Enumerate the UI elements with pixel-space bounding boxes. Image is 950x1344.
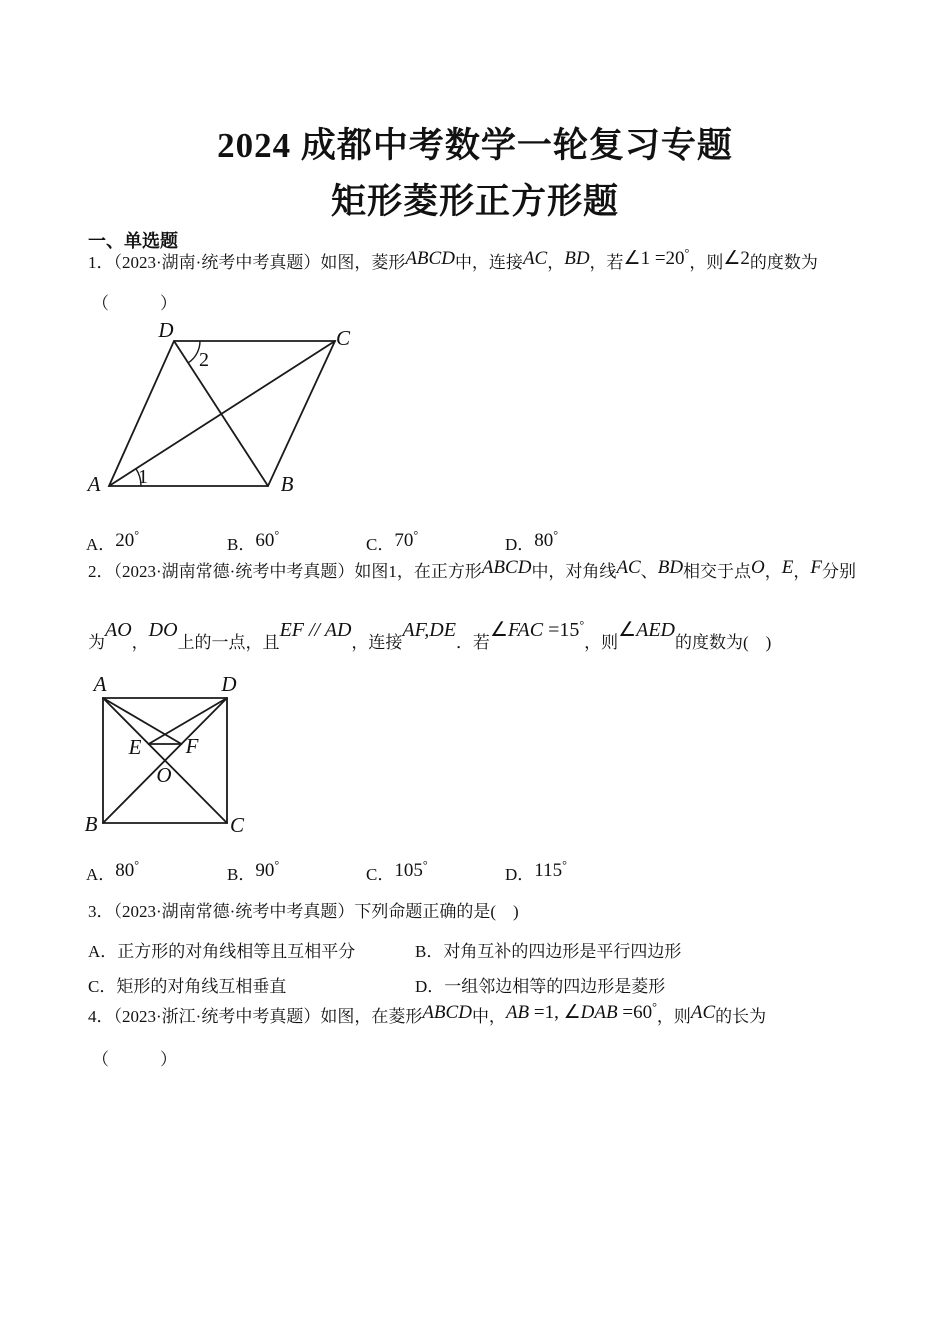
q3-option-a: A．正方形的对角线相等且互相平分 [88,942,356,961]
vertex-label-b: B [280,472,294,496]
q1-choice-d: D．80° [505,528,559,554]
question-3-options-row1 [0,937,950,963]
q2-choice-c: C．105° [366,858,428,884]
q2-choice-b: B．90° [227,858,280,884]
vertex-label-c: C [335,326,351,350]
figure-1-rhombus [80,315,400,505]
vertex-label-a: A [93,672,107,696]
angle-1-label: 1 [138,466,148,488]
question-3-stem: 3．（2023·湖南常德·统考中考真题）下列命题正确的是( ) [88,902,519,921]
diagonal-db [174,341,268,486]
document-title-line1: 2024 成都中考数学一轮复习专题 [217,126,733,165]
angle-2-label: 2 [199,349,209,371]
vertex-label-d: D [221,672,237,696]
question-1-stem: 1．（2023·湖南·统考中考真题）如图，菱形ABCD中，连接AC，BD，若∠1 =20°，则∠2的度数为 [88,246,818,272]
q3-option-c: C．矩形的对角线互相垂直 [88,977,287,996]
vertex-label-b: B [84,812,98,836]
question-1-choices [0,528,950,561]
vertex-label-a: A [87,472,101,496]
point-label-f: F [185,734,199,758]
q2-choice-a: A．80° [86,858,140,884]
vertex-label-d: D [158,318,174,342]
vertex-label-c: C [229,813,245,837]
question-2-choices [0,858,950,891]
question-1-answer-bracket: （ ） [92,294,177,313]
point-label-o: O [156,763,172,787]
q1-choice-b: B．60° [227,528,280,554]
question-4-answer-bracket: （ ） [92,1050,177,1069]
question-3-options-row2 [0,972,950,998]
section-heading: 一、单选题 [88,231,178,251]
q3-option-d: D．一组邻边相等的四边形是菱形 [415,977,666,996]
question-2-stem-line2: 为AO，DO上的一点，且EF // AD，连接AF,DE．若∠FAC =15°，则∠AED的度数为( ) [88,618,772,652]
figure-2-square [80,670,300,855]
q1-choice-a: A．20° [86,528,140,554]
q1-choice-c: C．70° [366,528,419,554]
point-label-e: E [128,735,142,759]
question-4-stem: 4．（2023·浙江·统考中考真题）如图，在菱形ABCD中，AB =1, ∠DAB =60°，则AC的长为 [88,1000,767,1026]
q2-choice-d: D．115° [505,858,567,884]
question-2-stem-line1: 2．（2023·湖南常德·统考中考真题）如图1，在正方形ABCD中，对角线AC、BD相交于点O，E，F分别 [88,557,856,581]
q3-option-b: B．对角互补的四边形是平行四边形 [415,942,682,961]
document-title-line2: 矩形菱形正方形题 [330,182,619,221]
